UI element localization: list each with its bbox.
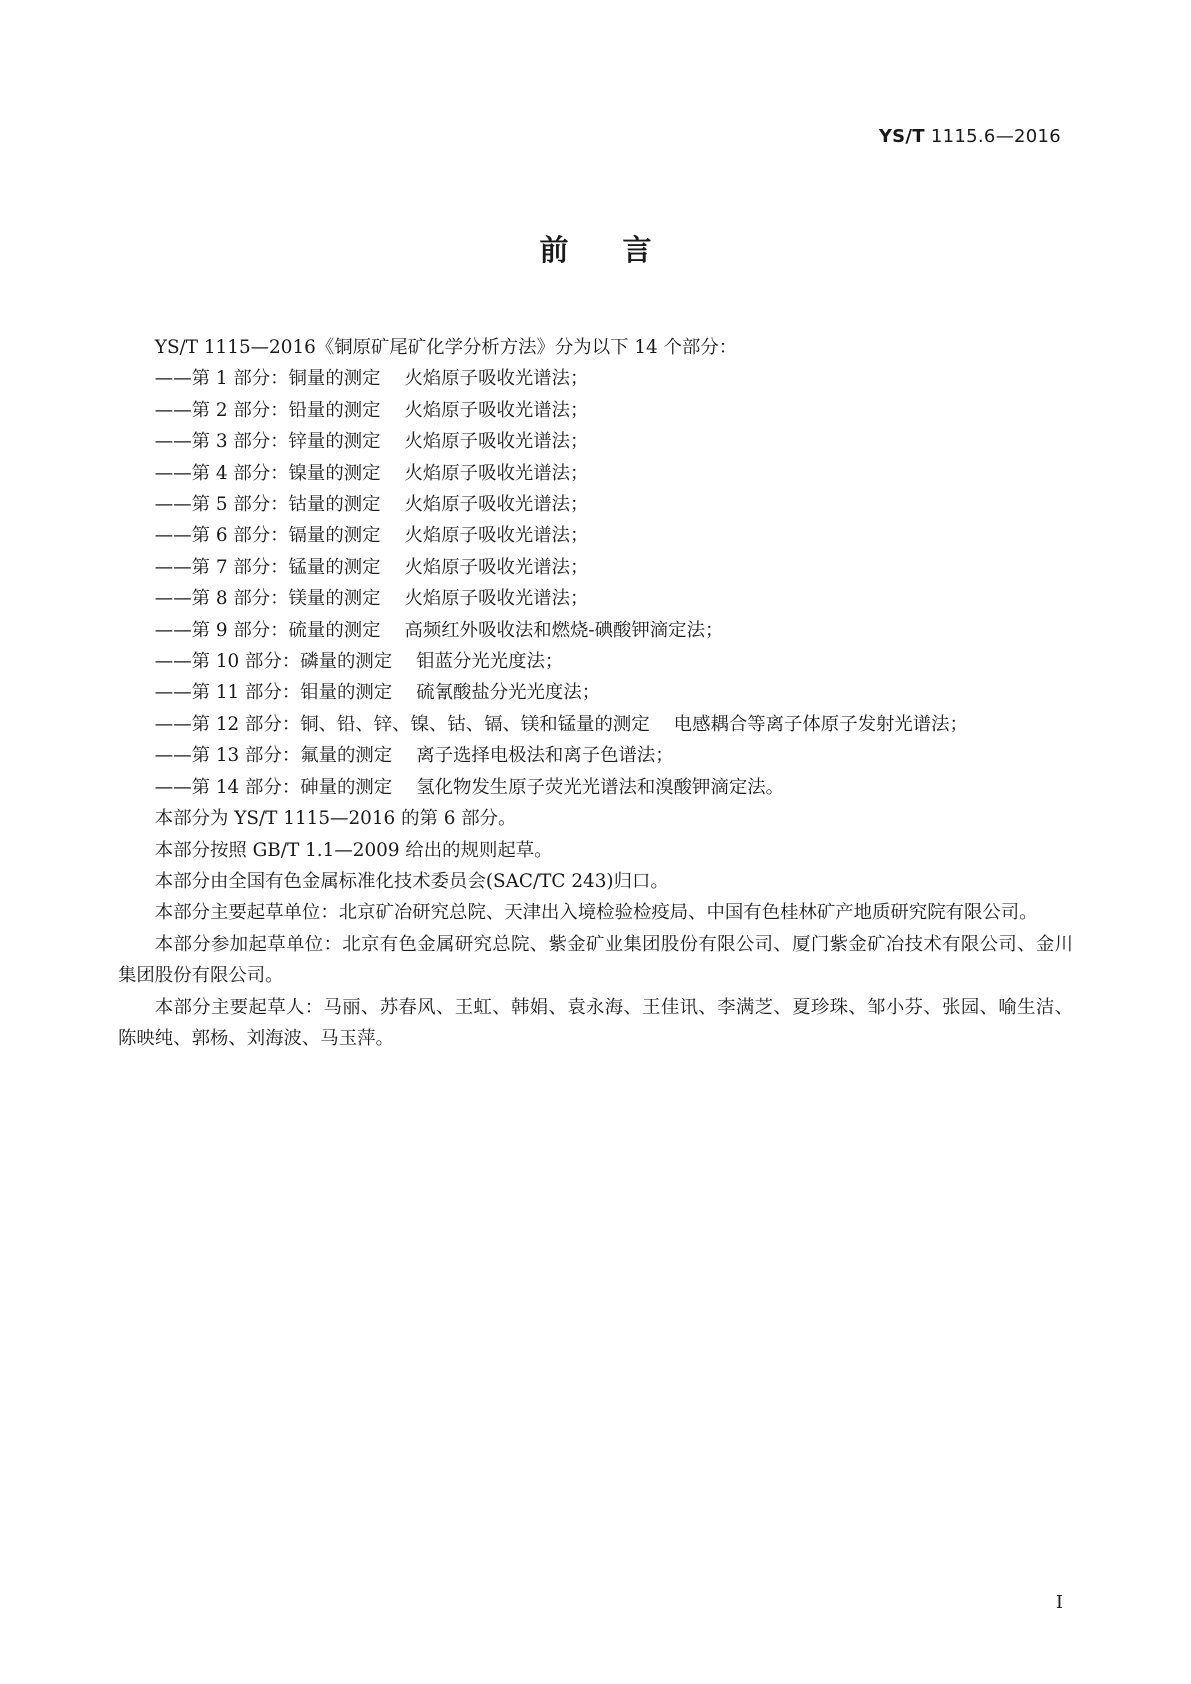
part-method: 电感耦合等离子体原子发射光谱法；: [673, 713, 968, 735]
part-method: 钼蓝分光光度法；: [416, 651, 564, 673]
part-method: 硫氰酸盐分光光度法；: [416, 682, 601, 704]
part-label: ——第 3 部分：锌量的测定: [154, 431, 381, 453]
part-method: 火焰原子吸收光谱法；: [404, 399, 589, 421]
page-number: I: [1055, 1592, 1063, 1613]
part-method: 火焰原子吸收光谱法；: [404, 588, 589, 610]
list-item: [118, 552, 1073, 583]
participating-drafting-units: 本部分参加起草单位：北京有色金属研究总院、紫金矿业集团股份有限公司、厦门紫金矿冶技术有限公司、金川集团股份有限公司。: [118, 933, 1073, 987]
intro-paragraph: YS/T 1115—2016《铜原矿尾矿化学分析方法》分为以下 14 个部分：: [154, 337, 738, 358]
standard-number: 1115.6—2016: [930, 126, 1061, 147]
list-item: [118, 426, 1073, 457]
part-label: ——第 6 部分：镉量的测定: [154, 525, 381, 547]
part-label: ——第 1 部分：铜量的测定: [154, 368, 381, 390]
part-method: 离子选择电极法和离子色谱法；: [416, 745, 674, 767]
list-item: [118, 615, 1073, 646]
part-method: 火焰原子吸收光谱法；: [404, 462, 589, 484]
list-item: [118, 709, 1073, 740]
part-statement: 本部分为 YS/T 1115—2016 的第 6 部分。: [154, 808, 517, 830]
part-label: ——第 13 部分：氟量的测定: [154, 745, 393, 767]
list-item: [118, 772, 1073, 803]
list-item: [118, 395, 1073, 426]
part-label: ——第 9 部分：硫量的测定: [154, 619, 381, 641]
list-item: [118, 740, 1073, 771]
part-label: ——第 7 部分：锰量的测定: [154, 556, 381, 578]
part-label: ——第 10 部分：磷量的测定: [154, 651, 393, 673]
drafting-rule-statement: 本部分按照 GB/T 1.1—2009 给出的规则起草。: [154, 839, 553, 861]
list-item: [118, 489, 1073, 520]
standard-code: [879, 126, 1061, 147]
part-method: 火焰原子吸收光谱法；: [404, 556, 589, 578]
part-method: 火焰原子吸收光谱法；: [404, 494, 589, 516]
page-title: 前言: [539, 233, 706, 267]
list-item: [118, 363, 1073, 394]
committee-statement: 本部分由全国有色金属标准化技术委员会(SAC/TC 243)归口。: [154, 870, 669, 892]
part-label: ——第 14 部分：砷量的测定: [154, 776, 393, 798]
main-drafting-units: 本部分主要起草单位：北京矿冶研究总院、天津出入境检验检疫局、中国有色桂林矿产地质研究院有限公司。: [154, 902, 1038, 924]
part-label: ——第 12 部分：铜、铅、锌、镍、钴、镉、镁和锰量的测定: [154, 713, 650, 735]
part-label: ——第 8 部分：镁量的测定: [154, 588, 381, 610]
part-label: ——第 4 部分：镍量的测定: [154, 462, 381, 484]
list-item: [118, 677, 1073, 708]
list-item: [118, 458, 1073, 489]
list-item: [118, 646, 1073, 677]
part-method: 高频红外吸收法和燃烧-碘酸钾滴定法；: [404, 619, 724, 641]
part-label: ——第 11 部分：钼量的测定: [154, 682, 393, 704]
part-method: 氢化物发生原子荧光光谱法和溴酸钾滴定法。: [416, 776, 785, 798]
part-method: 火焰原子吸收光谱法；: [404, 431, 589, 453]
part-method: 火焰原子吸收光谱法；: [404, 525, 589, 547]
part-label: ——第 5 部分：钴量的测定: [154, 494, 381, 516]
list-item: [118, 520, 1073, 551]
main-drafters: 本部分主要起草人：马丽、苏春风、王虹、韩娟、袁永海、王佳讯、李满芝、夏珍珠、邹小芬、张园、喻生洁、陈映纯、郭杨、刘海波、马玉萍。: [118, 996, 1073, 1049]
foreword-body: [118, 332, 1073, 1054]
standard-prefix: YS/T: [878, 126, 925, 147]
list-item: [118, 583, 1073, 614]
part-label: ——第 2 部分：铅量的测定: [154, 399, 381, 421]
part-method: 火焰原子吸收光谱法；: [404, 368, 589, 390]
parts-list: [118, 363, 1073, 803]
